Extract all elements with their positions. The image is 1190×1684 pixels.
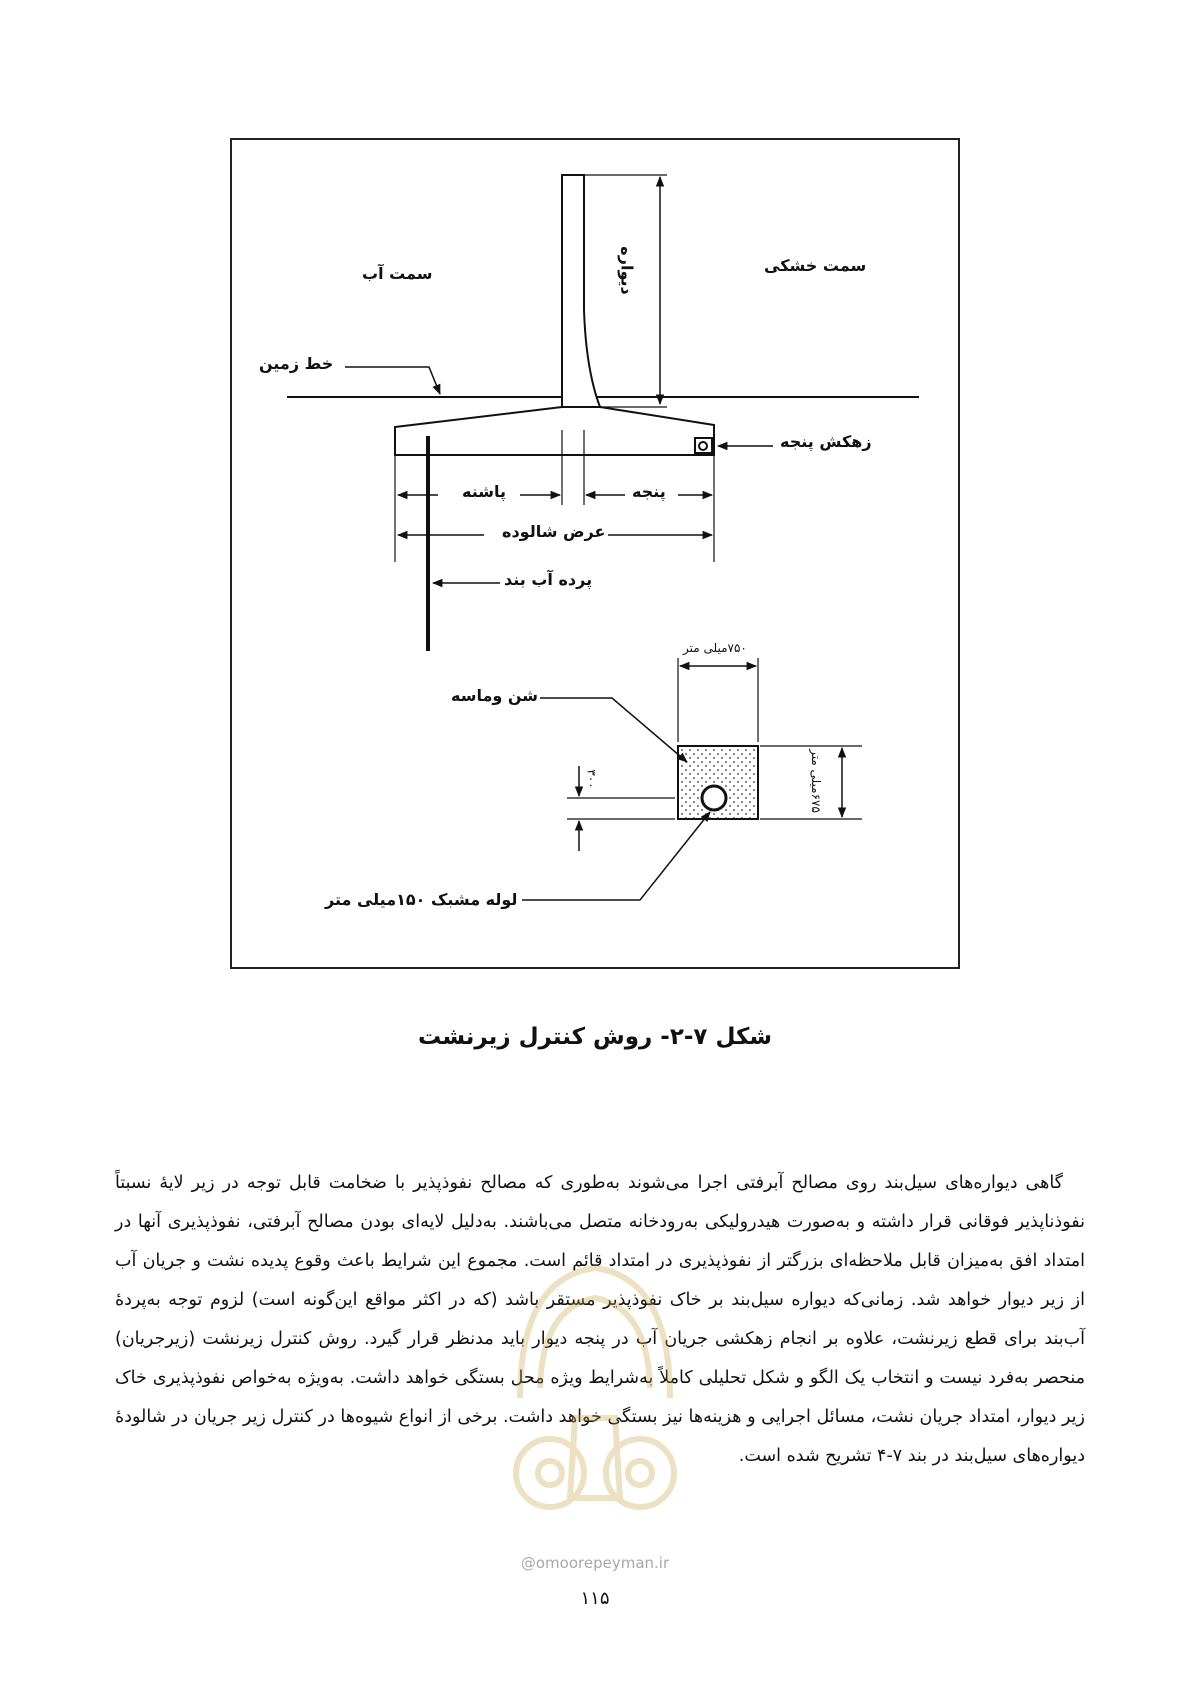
perforated-pipe — [702, 786, 726, 810]
body-paragraph: گاهی دیواره‌های سیل‌بند روی مصالح آبرفتی اجرا می‌شوند به‌طوری که مصالح نفوذپذیر با ضخامت قابل توجه در زیر لایهٔ نسبتاً نفوذناپذیر فوقانی قرار داشته و به‌صورت هیدرولیکی به‌رودخانه متصل می‌باشند. به‌دلیل لایه‌ای بودن مصالح آبرفتی، نفوذپذیری آنها در امتداد افق به‌میزان قابل ملاحظه‌ای بزرگتر از نفوذپذیری در امتداد قائم است. مجموع این شرایط باعث وقوع پدیده نشت و جریان آب از زیر دیوار خواهد شد. زمانی‌که دیواره سیل‌بند بر خاک نفوذپذیر مستقر باشد (که در اکثر مواقع این‌گونه است) لزوم توجه به‌پردهٔ آب‌بند برای قطع زیرنشت، علاوه بر انجام زهکشی جریان آب در پنجه دیوار باید مدنظر قرار گیرد. روش کنترل زیرنشت (زیرجریان) منحصر به‌فرد نیست و انتخاب یک الگو و شکل تحلیلی کاملاً به‌شرایط ویژه محل بستگی خواهد داشت. به‌ویژه به‌خواص نفوذپذیری خاک زیر دیوار، امتداد جریان نشت، مسائل اجرایی و هزینه‌ها نیز بستگی خواهد داشت. برخی از انواع شیوه‌ها در کنترل زیر جریان در شالودهٔ دیواره‌های سیل‌بند در بند ۷-۴ تشریح شده است. — [115, 1173, 1085, 1466]
label-cutoff-curtain: پرده آب بند — [504, 570, 593, 589]
label-toe: پنجه — [632, 482, 666, 501]
label-height-675: ۶۷۵میلی متر — [808, 749, 823, 813]
label-dim-300: ۳۰۰ — [584, 769, 599, 789]
label-ground-line: خط زمین — [259, 354, 334, 373]
label-dry-side: سمت خشکی — [764, 256, 867, 275]
label-water-side: سمت آب — [362, 264, 433, 283]
footing — [395, 407, 714, 455]
label-heel: پاشنه — [462, 482, 506, 501]
watermark-url: @omoorepeyman.ir — [520, 1554, 670, 1572]
wall-stem — [562, 175, 600, 407]
label-toe-drain: زهکش پنجه — [780, 432, 872, 451]
label-footing-width: عرض شالوده — [502, 522, 606, 541]
body-text — [115, 1164, 1085, 1476]
label-width-750: ۷۵۰میلی متر — [683, 641, 747, 655]
label-gravel-sand: شن وماسه — [451, 686, 538, 705]
label-wall: دیواره — [617, 246, 637, 295]
figure-frame — [230, 138, 960, 969]
label-perforated-pipe: لوله مشبک ۱۵۰میلی متر — [325, 890, 518, 909]
page-number: ۱۱۵ — [580, 1588, 610, 1609]
figure-caption: شکل ۷-۲- روش کنترل زیرنشت — [417, 1024, 772, 1050]
